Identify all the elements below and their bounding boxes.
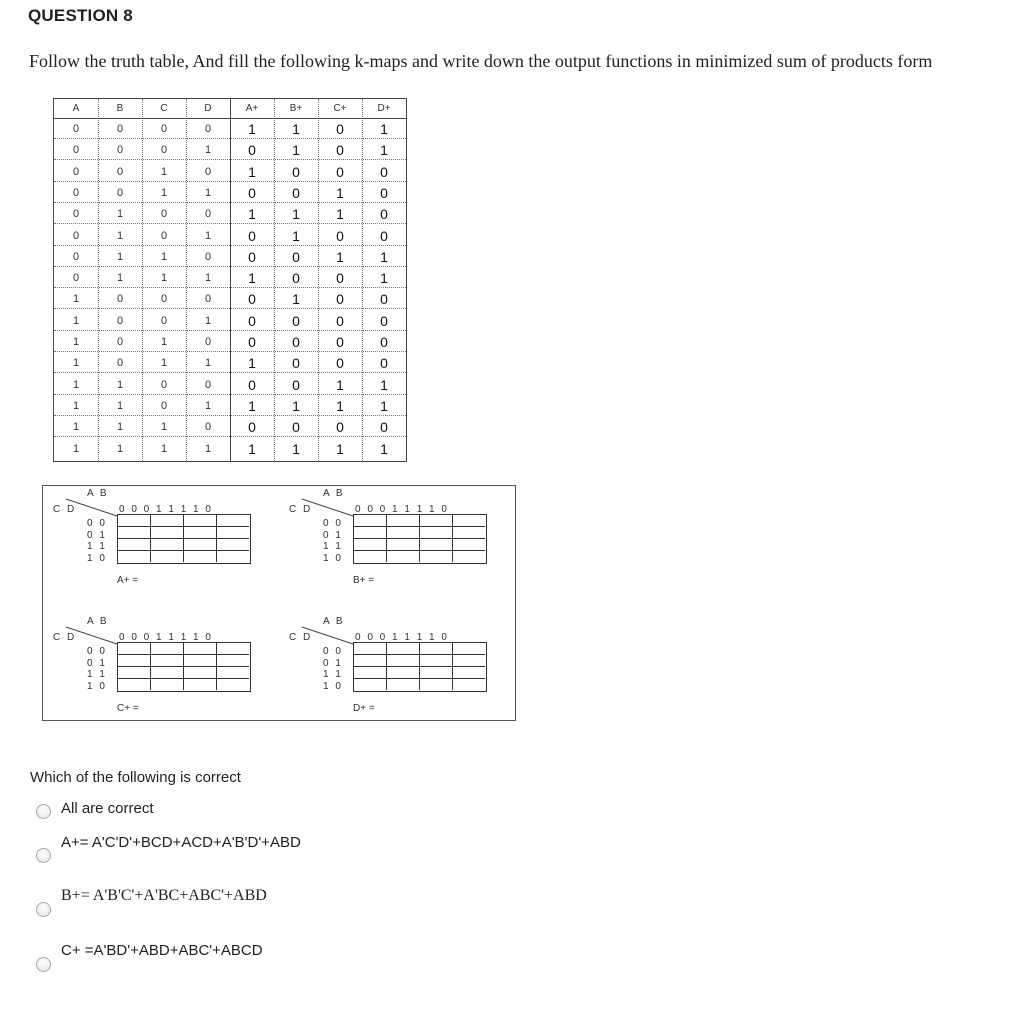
truth-table-output-cell: 1: [336, 206, 344, 223]
option-radio-4[interactable]: [36, 957, 51, 972]
truth-table-output-cell: 0: [248, 419, 256, 436]
kmap-cell[interactable]: [354, 655, 387, 667]
truth-table-output-cell: 1: [336, 248, 344, 265]
kmap-cell[interactable]: [453, 539, 485, 551]
truth-table-input-cell: 1: [160, 357, 168, 370]
kmap-cell[interactable]: [118, 667, 151, 679]
truth-table-output-cell: 0: [380, 355, 388, 372]
truth-table-input-cell: 1: [116, 399, 124, 412]
kmap-cell[interactable]: [118, 655, 151, 667]
kmap-grid: [117, 514, 251, 564]
truth-table-output-cell: 0: [292, 248, 300, 265]
truth-table-input-cell: 0: [116, 186, 124, 199]
truth-table-output-cell: 1: [292, 206, 300, 223]
kmap-column-header: 0 0 0 1 1 1 1 0: [119, 504, 213, 515]
truth-table-input-cell: 0: [72, 165, 80, 178]
kmap-row-label: 0 0: [323, 518, 343, 529]
kmap-row-label: 1 1: [323, 669, 343, 680]
truth-table-input-cell: 0: [72, 144, 80, 157]
truth-table-divider: [362, 99, 363, 461]
kmap-cell[interactable]: [151, 551, 184, 562]
kmap-cell[interactable]: [387, 679, 420, 690]
kmap-cell[interactable]: [184, 655, 217, 667]
kmap-row-label: 0 0: [87, 646, 107, 657]
truth-table-divider: [186, 99, 187, 461]
truth-table-output-cell: 1: [380, 121, 388, 137]
kmap-cd-label: C D: [289, 504, 313, 515]
truth-table-input-cell: 1: [160, 442, 168, 455]
kmap-cd-label: C D: [53, 632, 77, 643]
truth-table-input-cell: 1: [160, 186, 168, 199]
kmap-grid: [353, 642, 487, 692]
truth-table-input-cell: 0: [72, 229, 80, 242]
truth-table-output-cell: 0: [292, 376, 300, 393]
kmap-column-header: 0 0 0 1 1 1 1 0: [119, 632, 213, 643]
truth-table-header-cell: A+: [245, 103, 259, 114]
truth-table-header-cell: B+: [289, 103, 303, 114]
truth-table-input-cell: 1: [72, 399, 80, 412]
truth-table-output-cell: 0: [336, 312, 344, 329]
truth-table-input-cell: 1: [204, 229, 212, 242]
question-prompt: Which of the following is correct: [30, 769, 241, 786]
truth-table-input-cell: 0: [204, 293, 212, 306]
truth-table-input-cell: 0: [72, 123, 80, 135]
kmap-cell[interactable]: [151, 667, 184, 679]
kmap-column-header: 0 0 0 1 1 1 1 0: [355, 504, 449, 515]
truth-table-input-cell: 0: [116, 293, 124, 306]
truth-table-input-cell: 1: [72, 357, 80, 370]
kmap-cell[interactable]: [354, 551, 387, 562]
truth-table-input-cell: 0: [160, 229, 168, 242]
truth-table-input-cell: 1: [116, 208, 124, 221]
truth-table-input-cell: 0: [204, 336, 212, 348]
truth-table-output-cell: 0: [336, 270, 344, 287]
truth-table-input-cell: 1: [160, 272, 168, 285]
kmap-row-label: 0 0: [323, 646, 343, 657]
kmap-row-label: 1 0: [87, 680, 107, 692]
kmap-cell[interactable]: [354, 539, 387, 551]
kmap-cell[interactable]: [184, 551, 217, 562]
kmap: [45, 614, 275, 724]
truth-table-output-cell: 0: [380, 206, 388, 223]
truth-table-input-cell: 1: [204, 442, 212, 455]
kmap-cell[interactable]: [151, 539, 184, 551]
truth-table-output-cell: 1: [248, 121, 256, 137]
kmap-row-label: 0 1: [87, 529, 107, 541]
truth-table-output-cell: 1: [248, 440, 256, 457]
kmap-row-label: 0 1: [87, 657, 107, 669]
option-label-4[interactable]: C+ =A'BD'+ABD+ABC'+ABCD: [61, 942, 263, 959]
kmap-row-label: 1 0: [323, 680, 343, 692]
truth-table-input-cell: 1: [116, 378, 124, 391]
kmap-row-label: 1 1: [87, 669, 107, 680]
option-radio-2[interactable]: [36, 848, 51, 863]
truth-table-output-cell: 0: [248, 291, 256, 308]
truth-table-header-cell: C+: [333, 103, 347, 114]
kmap-ab-label: A B: [323, 488, 345, 499]
truth-table-input-cell: 0: [204, 250, 212, 263]
truth-table-output-cell: 0: [248, 184, 256, 201]
truth-table-output-cell: 0: [248, 376, 256, 393]
truth-table-input-cell: 0: [116, 314, 124, 327]
kmap-cell[interactable]: [354, 515, 387, 527]
kmap-cell[interactable]: [387, 551, 420, 562]
kmap-cell[interactable]: [453, 667, 485, 679]
kmap-cell[interactable]: [151, 527, 184, 539]
truth-table-input-cell: 1: [72, 378, 80, 391]
truth-table-output-cell: 0: [248, 248, 256, 265]
truth-table-input-cell: 0: [204, 123, 212, 135]
truth-table-input-cell: 0: [160, 144, 168, 157]
truth-table-output-cell: 1: [380, 142, 388, 159]
truth-table-input-cell: 1: [116, 421, 124, 434]
kmap-cell[interactable]: [217, 679, 249, 690]
kmap-cell[interactable]: [217, 515, 249, 527]
kmap-cell[interactable]: [151, 643, 184, 655]
kmap: [45, 486, 275, 596]
kmap-result-label: B+ =: [353, 575, 375, 586]
kmap-cell[interactable]: [118, 515, 151, 527]
truth-table-input-cell: 1: [204, 272, 212, 285]
kmap-row-label: 1 0: [87, 552, 107, 564]
kmap-cell[interactable]: [184, 679, 217, 690]
kmap-row-label: 0 1: [323, 529, 343, 541]
truth-table-output-cell: 0: [380, 291, 388, 308]
truth-table-input-cell: 0: [116, 336, 124, 348]
truth-table-input-cell: 1: [72, 314, 80, 327]
kmap-cell[interactable]: [217, 655, 249, 667]
truth-table-output-cell: 1: [336, 184, 344, 201]
truth-table-output-cell: 0: [336, 291, 344, 308]
kmap-cell[interactable]: [184, 527, 217, 539]
kmap-cell[interactable]: [387, 655, 420, 667]
truth-table-header-cell: D: [204, 103, 212, 114]
kmap-cell[interactable]: [420, 551, 453, 562]
truth-table-input-cell: 1: [204, 314, 212, 327]
kmap-cell[interactable]: [184, 515, 217, 527]
truth-table-divider: [98, 99, 99, 461]
kmap-result-label: A+ =: [117, 575, 139, 586]
truth-table-output-cell: 1: [380, 440, 388, 457]
truth-table-output-cell: 1: [336, 397, 344, 414]
truth-table-input-cell: 0: [160, 399, 168, 412]
kmap-cell[interactable]: [184, 643, 217, 655]
truth-table-output-cell: 0: [380, 184, 388, 201]
kmap-cell[interactable]: [453, 679, 485, 690]
truth-table-input-cell: 0: [204, 165, 212, 178]
kmap-cell[interactable]: [217, 667, 249, 679]
kmap-cell[interactable]: [151, 655, 184, 667]
truth-table-output-cell: 0: [292, 312, 300, 329]
truth-table-input-cell: 1: [116, 272, 124, 285]
truth-table-input-cell: 0: [72, 208, 80, 221]
kmap-grid: [353, 514, 487, 564]
kmap-column-header: 0 0 0 1 1 1 1 0: [355, 632, 449, 643]
truth-table-header-cell: B: [116, 103, 124, 114]
kmap: [281, 486, 511, 596]
option-radio-1[interactable]: [36, 804, 51, 819]
truth-table-output-cell: 0: [336, 121, 344, 137]
kmap-row-label: 1 0: [323, 552, 343, 564]
truth-table-input-cell: 1: [160, 165, 168, 178]
truth-table-input-cell: 1: [72, 293, 80, 306]
truth-table-output-cell: 0: [292, 334, 300, 350]
truth-table-output-cell: 1: [292, 440, 300, 457]
truth-table-output-cell: 1: [292, 291, 300, 308]
kmap-cell[interactable]: [217, 551, 249, 562]
kmap-cell[interactable]: [217, 643, 249, 655]
kmap-cell[interactable]: [217, 539, 249, 551]
truth-table-input-cell: 1: [160, 421, 168, 434]
kmap-cell[interactable]: [387, 643, 420, 655]
truth-table-input-cell: 1: [116, 442, 124, 455]
kmap-row-label: 0 1: [323, 657, 343, 669]
option-label-2[interactable]: A+= A'C'D'+BCD+ACD+A'B'D'+ABD: [61, 834, 301, 851]
kmap-cell[interactable]: [184, 667, 217, 679]
truth-table-header-cell: A: [72, 103, 80, 114]
truth-table-output-cell: 0: [336, 142, 344, 159]
truth-table-input-cell: 0: [116, 357, 124, 370]
truth-table-input-cell: 0: [160, 378, 168, 391]
truth-table-divider: [230, 99, 231, 461]
kmap-row-label: 0 0: [87, 518, 107, 529]
kmap-cell[interactable]: [453, 655, 485, 667]
truth-table-output-cell: 1: [292, 121, 300, 137]
truth-table-input-cell: 1: [116, 229, 124, 242]
truth-table-input-cell: 1: [160, 250, 168, 263]
truth-table-input-cell: 0: [160, 293, 168, 306]
truth-table-output-cell: 0: [380, 312, 388, 329]
kmap-cell[interactable]: [118, 539, 151, 551]
kmap-cell[interactable]: [420, 679, 453, 690]
kmap-ab-label: A B: [87, 488, 109, 499]
truth-table-output-cell: 1: [380, 397, 388, 414]
kmap-cell[interactable]: [151, 679, 184, 690]
truth-table-input-cell: 0: [72, 250, 80, 263]
kmap-ab-label: A B: [87, 616, 109, 627]
truth-table-output-cell: 0: [248, 227, 256, 244]
truth-table-output-cell: 1: [292, 227, 300, 244]
truth-table-output-cell: 0: [248, 334, 256, 350]
truth-table-input-cell: 0: [204, 208, 212, 221]
truth-table-input-cell: 1: [72, 336, 80, 348]
truth-table-output-cell: 0: [380, 334, 388, 350]
kmap-result-label: C+ =: [117, 703, 139, 714]
option-label-3[interactable]: B+= A'B'C'+A'BC+ABC'+ABD: [61, 887, 267, 904]
kmap-cell[interactable]: [420, 527, 453, 539]
kmap-cell[interactable]: [354, 679, 387, 690]
truth-table-output-cell: 0: [336, 227, 344, 244]
kmap-cell[interactable]: [387, 515, 420, 527]
truth-table-input-cell: 1: [204, 186, 212, 199]
truth-table-output-cell: 0: [292, 419, 300, 436]
truth-table-output-cell: 1: [292, 397, 300, 414]
kmap-cell[interactable]: [118, 551, 151, 562]
truth-table-input-cell: 1: [204, 357, 212, 370]
truth-table-input-cell: 1: [160, 336, 168, 348]
truth-table-output-cell: 0: [336, 355, 344, 372]
truth-table-input-cell: 0: [116, 123, 124, 135]
kmap-cell[interactable]: [118, 643, 151, 655]
kmap-cell[interactable]: [420, 667, 453, 679]
truth-table-output-cell: 1: [248, 270, 256, 287]
truth-table-output-cell: 0: [336, 419, 344, 436]
kmap-cell[interactable]: [453, 551, 485, 562]
truth-table-output-cell: 0: [292, 355, 300, 372]
truth-table-output-cell: 1: [248, 397, 256, 414]
truth-table-divider: [142, 99, 143, 461]
option-label-1[interactable]: All are correct: [61, 800, 154, 817]
truth-table-input-cell: 0: [204, 421, 212, 434]
truth-table-output-cell: 1: [380, 248, 388, 265]
kmap-row-label: 1 1: [87, 541, 107, 552]
truth-table-output-cell: 1: [380, 376, 388, 393]
truth-table-output-cell: 0: [248, 142, 256, 159]
kmap-cell[interactable]: [420, 643, 453, 655]
truth-table-output-cell: 1: [248, 206, 256, 223]
truth-table-output-cell: 0: [248, 312, 256, 329]
kmap-cell[interactable]: [217, 527, 249, 539]
kmap-cell[interactable]: [453, 643, 485, 655]
kmap-cell[interactable]: [420, 515, 453, 527]
truth-table-input-cell: 1: [204, 399, 212, 412]
truth-table-input-cell: 0: [204, 378, 212, 391]
truth-table-output-cell: 1: [248, 163, 256, 180]
truth-table-output-cell: 1: [380, 270, 388, 287]
kmap-cell[interactable]: [184, 539, 217, 551]
kmap-grid: [117, 642, 251, 692]
kmap-cell[interactable]: [118, 527, 151, 539]
truth-table-input-cell: 0: [116, 165, 124, 178]
kmap-row-label: 1 1: [323, 541, 343, 552]
kmap-cell[interactable]: [387, 667, 420, 679]
truth-table-output-cell: 0: [336, 334, 344, 350]
kmap-ab-label: A B: [323, 616, 345, 627]
truth-table-divider: [318, 99, 319, 461]
kmap-cell[interactable]: [453, 515, 485, 527]
question-instruction: Follow the truth table, And fill the following k-maps and write down the output functions in minimized sum of products form: [29, 51, 933, 71]
kmap-cd-label: C D: [289, 632, 313, 643]
truth-table-header-cell: C: [160, 103, 168, 114]
kmap-panel: [42, 485, 516, 721]
truth-table-input-cell: 0: [160, 123, 168, 135]
kmap-cell[interactable]: [354, 643, 387, 655]
kmap-cell[interactable]: [420, 539, 453, 551]
truth-table-input-cell: 1: [116, 250, 124, 263]
kmap-cell[interactable]: [151, 515, 184, 527]
truth-table-output-cell: 0: [336, 163, 344, 180]
truth-table-input-cell: 1: [72, 442, 80, 455]
truth-table-input-cell: 1: [204, 144, 212, 157]
kmap-cell[interactable]: [354, 667, 387, 679]
truth-table-output-cell: 0: [292, 184, 300, 201]
truth-table-input-cell: 0: [160, 208, 168, 221]
truth-table-input-cell: 0: [72, 272, 80, 285]
truth-table-input-cell: 1: [72, 421, 80, 434]
truth-table-header-cell: D+: [377, 103, 391, 114]
kmap-cell[interactable]: [354, 527, 387, 539]
truth-table-output-cell: 0: [380, 227, 388, 244]
truth-table-output-cell: 0: [292, 163, 300, 180]
truth-table-input-cell: 0: [160, 314, 168, 327]
truth-table: [53, 98, 407, 462]
truth-table-input-cell: 0: [72, 186, 80, 199]
kmap: [281, 614, 511, 724]
truth-table-output-cell: 0: [292, 270, 300, 287]
truth-table-divider: [274, 99, 275, 461]
question-title: QUESTION 8: [28, 6, 133, 25]
truth-table-input-cell: 0: [116, 144, 124, 157]
option-radio-3[interactable]: [36, 902, 51, 917]
kmap-cell[interactable]: [118, 679, 151, 690]
kmap-cell[interactable]: [453, 527, 485, 539]
kmap-cell[interactable]: [420, 655, 453, 667]
truth-table-output-cell: 0: [380, 163, 388, 180]
kmap-cell[interactable]: [387, 539, 420, 551]
truth-table-output-cell: 1: [336, 440, 344, 457]
kmap-cell[interactable]: [387, 527, 420, 539]
truth-table-output-cell: 0: [380, 419, 388, 436]
truth-table-output-cell: 1: [336, 376, 344, 393]
truth-table-output-cell: 1: [248, 355, 256, 372]
kmap-cd-label: C D: [53, 504, 77, 515]
truth-table-output-cell: 1: [292, 142, 300, 159]
kmap-result-label: D+ =: [353, 703, 375, 714]
